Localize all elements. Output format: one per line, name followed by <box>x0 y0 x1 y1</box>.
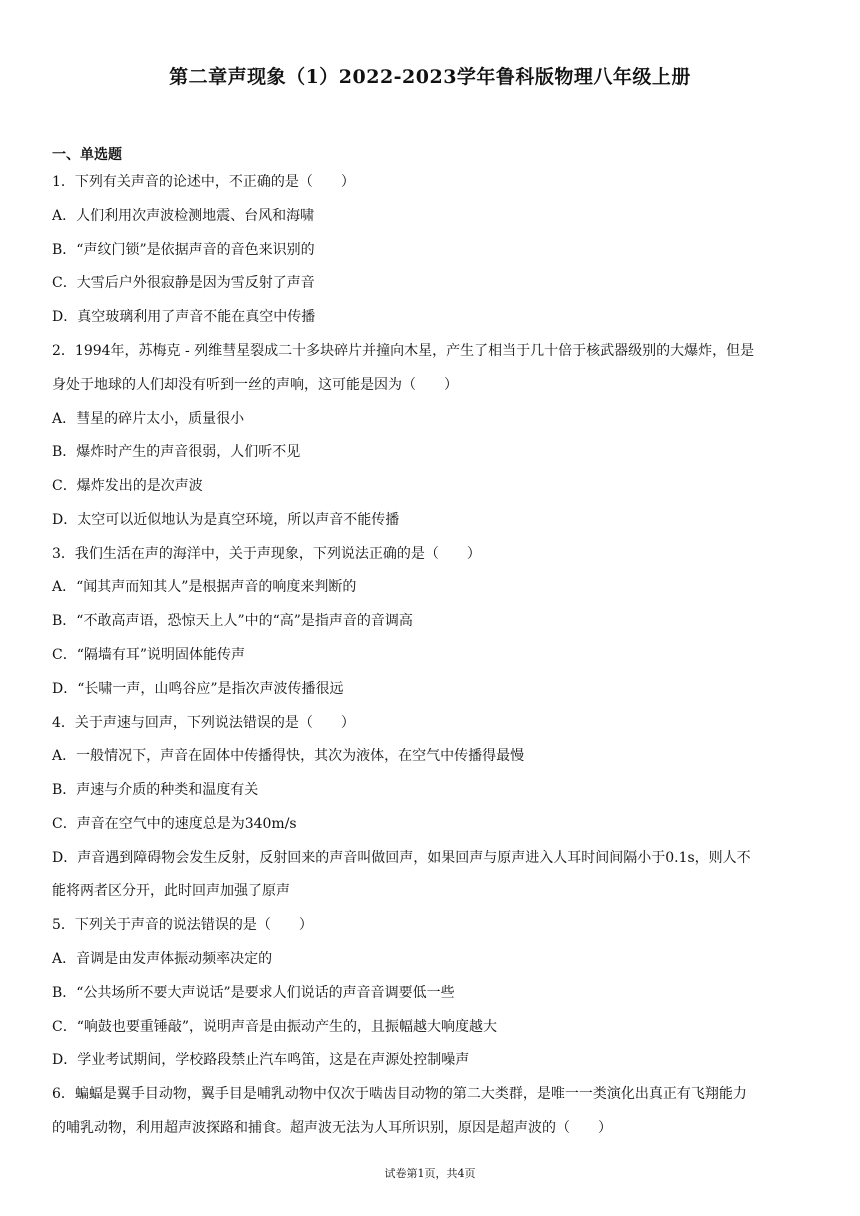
question-4-stem: 4．关于声速与回声，下列说法错误的是（ ） <box>52 715 355 731</box>
question-1-option-c: C．大雪后户外很寂静是因为雪反射了声音 <box>52 275 315 291</box>
question-6-stem-line-1: 6．蝙蝠是翼手目动物，翼手目是哺乳动物中仅次于啮齿目动物的第二大类群，是唯一一类演化出真正有飞翔能力 <box>52 1086 747 1102</box>
question-1-option-b: B．“声纹门锁”是依据声音的音色来识别的 <box>52 242 315 258</box>
question-5-stem: 5．下列关于声音的说法错误的是（ ） <box>52 917 313 933</box>
question-2-option-d: D．太空可以近似地认为是真空环境，所以声音不能传播 <box>52 512 400 528</box>
question-3-option-b: B．“不敢高声语，恐惊天上人”中的“高”是指声音的音调高 <box>52 613 413 629</box>
question-2-stem-line-2: 身处于地球的人们却没有听到一丝的声响，这可能是因为（ ） <box>52 377 458 393</box>
section-heading: 一、单选题 <box>52 147 122 163</box>
question-5-option-d: D．学业考试期间，学校路段禁止汽车鸣笛，这是在声源处控制噪声 <box>52 1052 470 1068</box>
question-4-option-c: C．声音在空气中的速度总是为340m/s <box>52 816 297 832</box>
document-title: 第二章声现象（1）2022-2023学年鲁科版物理八年级上册 <box>169 66 691 88</box>
question-4-option-b: B．声速与介质的种类和温度有关 <box>52 782 259 798</box>
question-1-option-a: A．人们利用次声波检测地震、台风和海啸 <box>52 208 315 224</box>
question-3-option-d: D．“长啸一声，山鸣谷应”是指次声波传播很远 <box>52 681 344 697</box>
question-2-stem-line-1: 2．1994年，苏梅克 - 列维彗星裂成二十多块碎片并撞向木星，产生了相当于几十倍于核武器级别的大爆炸，但是 <box>52 343 755 359</box>
question-3-stem: 3．我们生活在声的海洋中，关于声现象，下列说法正确的是（ ） <box>52 546 481 562</box>
question-1-stem: 1．下列有关声音的论述中，不正确的是（ ） <box>52 174 355 190</box>
question-4-option-a: A．一般情况下，声音在固体中传播得快，其次为液体，在空气中传播得最慢 <box>52 748 525 764</box>
question-2-option-b: B．爆炸时产生的声音很弱，人们听不见 <box>52 444 301 460</box>
question-1-option-d: D．真空玻璃利用了声音不能在真空中传播 <box>52 309 316 325</box>
question-5-option-a: A．音调是由发声体振动频率决定的 <box>52 951 273 967</box>
question-6-stem-line-2: 的哺乳动物，利用超声波探路和捕食。超声波无法为人耳所识别，原因是超声波的（ ） <box>52 1120 612 1136</box>
question-4-option-d-line-1: D．声音遇到障碍物会发生反射，反射回来的声音叫做回声，如果回声与原声进入人耳时间间隔小于0.1s，则人不 <box>52 850 751 866</box>
question-3-option-c: C．“隔墙有耳”说明固体能传声 <box>52 647 246 663</box>
question-4-option-d-line-2: 能将两者区分开，此时回声加强了原声 <box>52 883 290 899</box>
page-footer: 试卷第1页，共4页 <box>384 1167 476 1180</box>
question-2-option-a: A．彗星的碎片太小，质量很小 <box>52 411 245 427</box>
question-3-option-a: A．“闻其声而知其人”是根据声音的响度来判断的 <box>52 579 357 595</box>
question-5-option-c: C．“响鼓也要重锤敲”，说明声音是由振动产生的，且振幅越大响度越大 <box>52 1019 498 1035</box>
question-2-option-c: C．爆炸发出的是次声波 <box>52 478 203 494</box>
question-5-option-b: B．“公共场所不要大声说话”是要求人们说话的声音音调要低一些 <box>52 985 455 1001</box>
